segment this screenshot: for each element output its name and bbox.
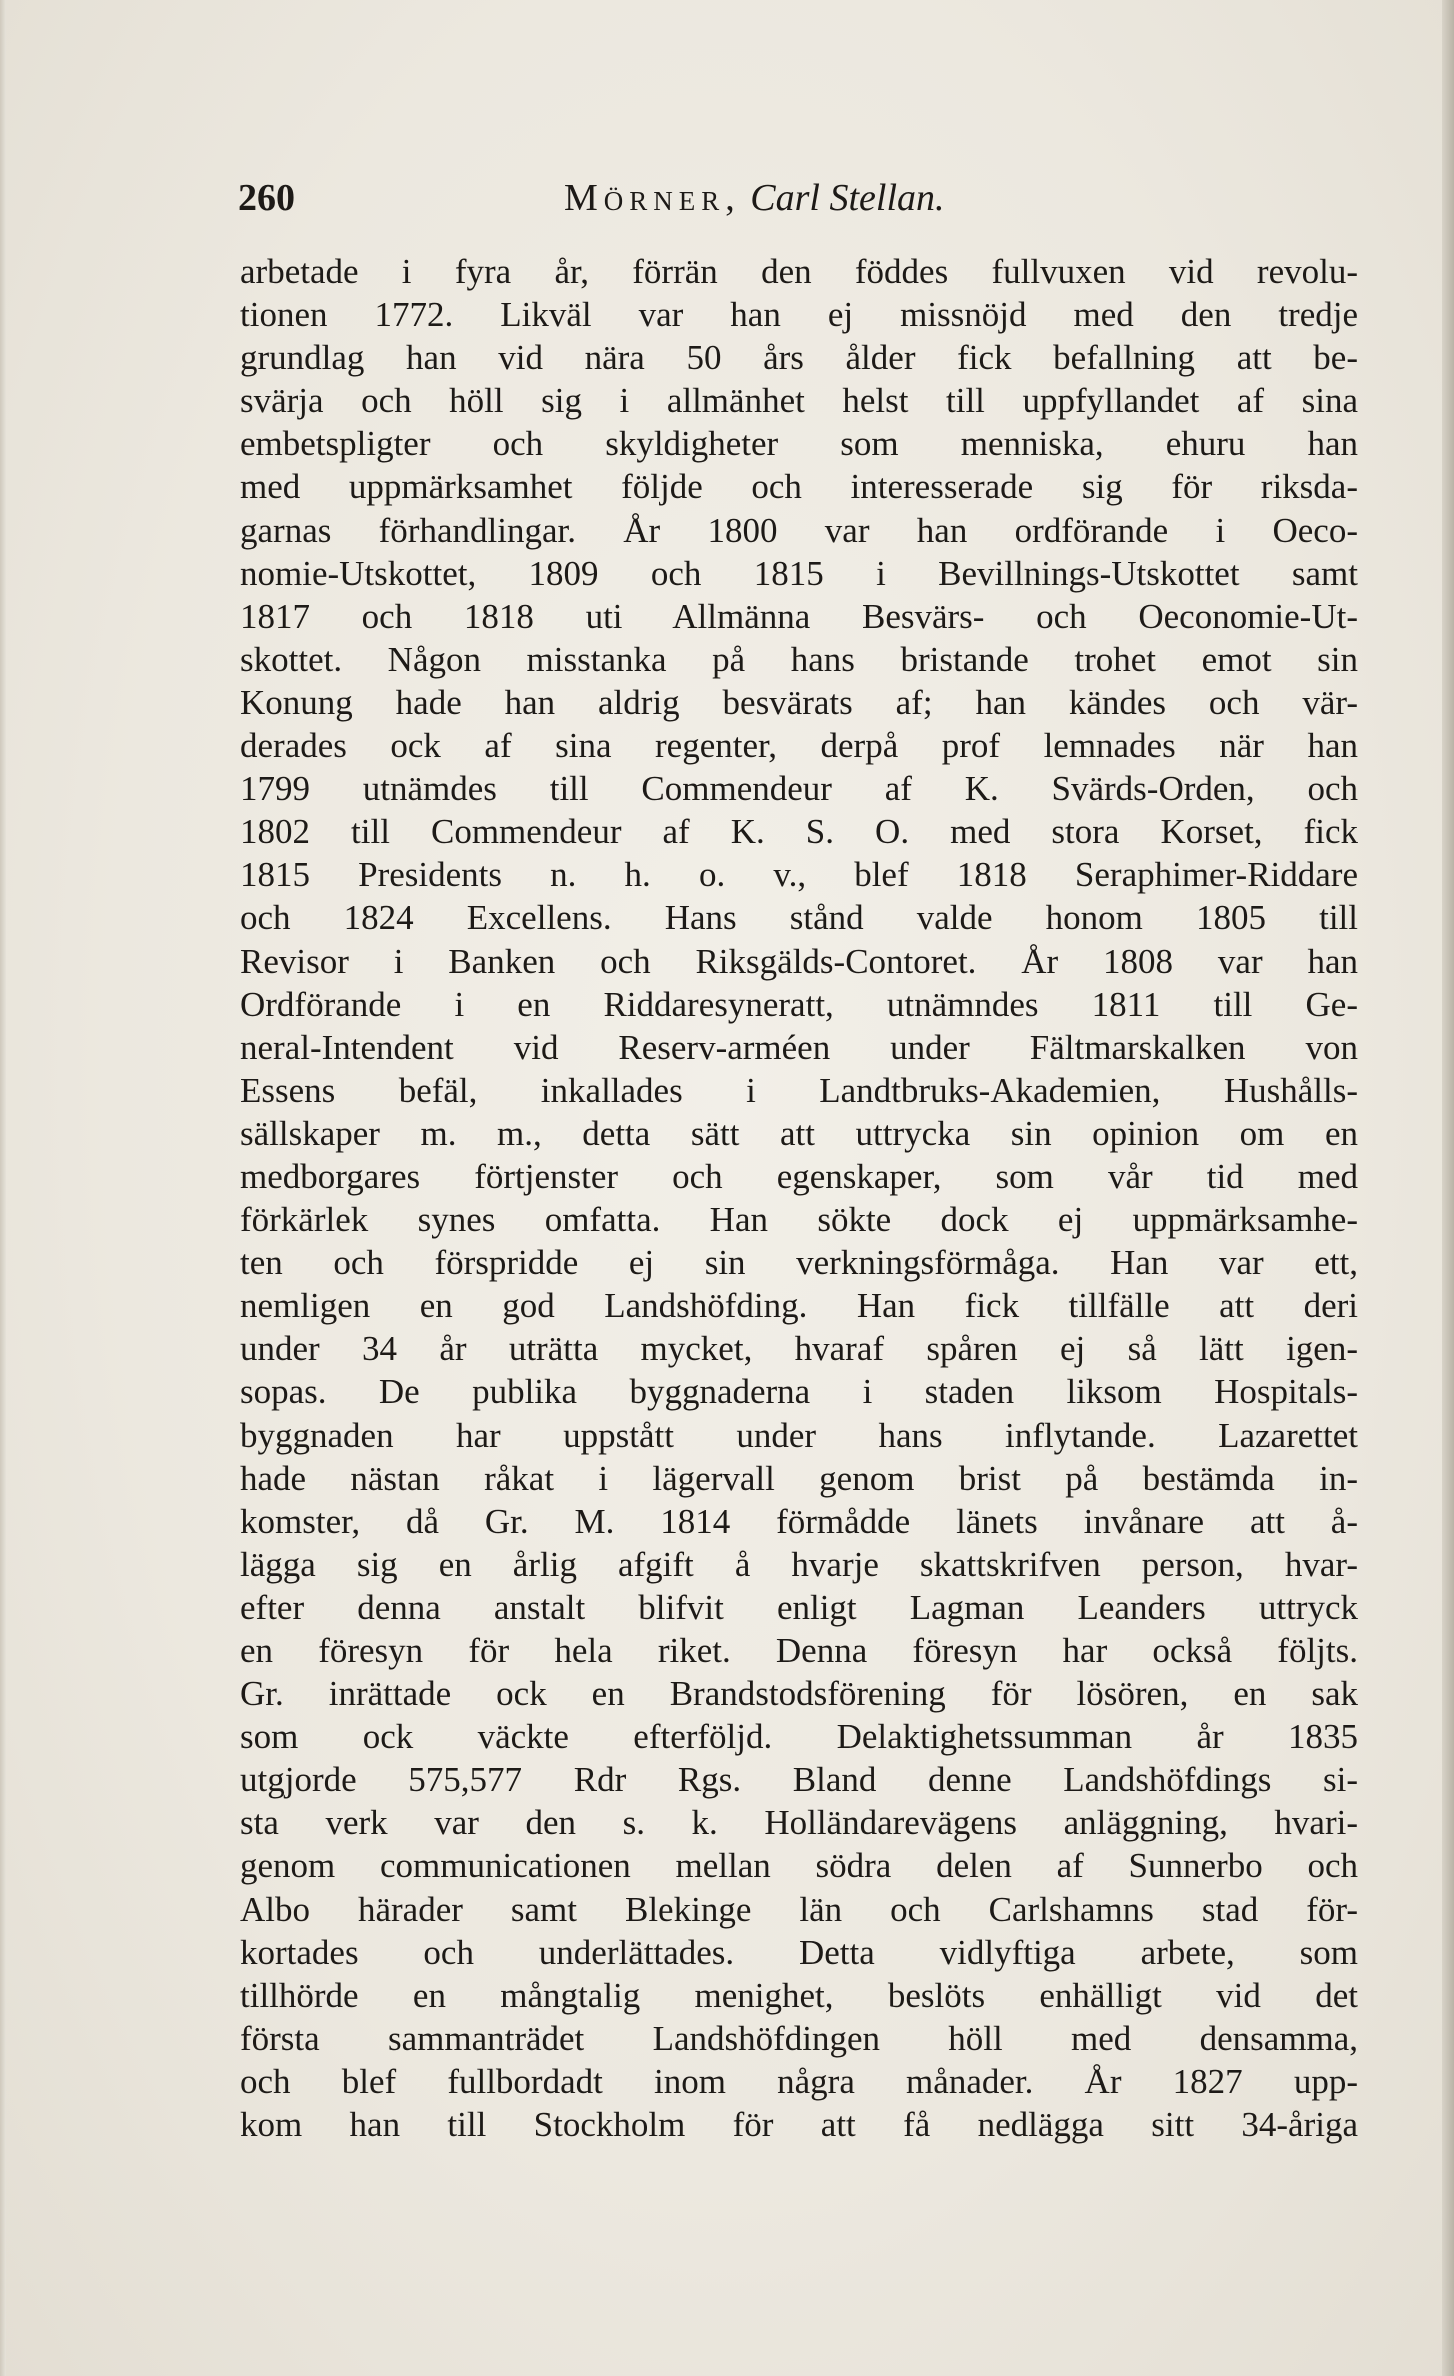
text-line: och 1824 Excellens. Hans stånd valde honom 1805 till	[240, 898, 1358, 938]
text-line: derades ock af sina regenter, derpå prof lemnades när han	[240, 726, 1358, 766]
text-line: under 34 år uträtta mycket, hvaraf spåren ej så lätt igen-	[240, 1329, 1358, 1369]
text-line: byggnaden har uppstått under hans inflytande. Lazarettet	[240, 1415, 1358, 1455]
page-right-edge	[1442, 0, 1454, 2376]
running-head	[564, 172, 945, 224]
text-line: efter denna anstalt blifvit enligt Lagman Leanders uttryck	[240, 1587, 1358, 1627]
text-line: lägga sig en årlig afgift å hvarje skattskrifven person, hvar-	[240, 1544, 1358, 1584]
text-line: tillhörde en mångtalig menighet, beslöts enhälligt vid det	[240, 1975, 1358, 2015]
text-line: sopas. De publika byggnaderna i staden liksom Hospitals-	[240, 1372, 1358, 1412]
running-head-given-name: Carl Stellan.	[750, 177, 945, 219]
text-line: kortades och underlättades. Detta vidlyftiga arbete, som	[240, 1932, 1358, 1972]
text-line: kom han till Stockholm för att få nedlägga sitt 34-åriga	[240, 2105, 1358, 2145]
text-line: nomie-Utskottet, 1809 och 1815 i Bevillnings-Utskottet samt	[240, 553, 1358, 593]
text-line: och blef fullbordadt inom några månader. År 1827 upp-	[240, 2061, 1358, 2101]
text-line: arbetade i fyra år, förrän den föddes fullvuxen vid revolu-	[240, 252, 1358, 291]
text-line: Essens befäl, inkallades i Landtbruks-Akademien, Hushålls-	[240, 1070, 1358, 1110]
text-line: 1817 och 1818 uti Allmänna Besvärs- och Oeconomie-Ut-	[240, 596, 1358, 636]
text-line: nemligen en god Landshöfding. Han fick tillfälle att deri	[240, 1286, 1358, 1326]
text-line: skottet. Någon misstanka på hans bristande trohet emot sin	[240, 639, 1358, 679]
text-line: neral-Intendent vid Reserv-arméen under Fältmarskalken von	[240, 1027, 1358, 1067]
text-line: med uppmärksamhet följde och interesserade sig för riksda-	[240, 467, 1358, 507]
text-line: ten och förspridde ej sin verkningsförmåga. Han var ett,	[240, 1243, 1358, 1283]
text-line: Gr. inrättade ock en Brandstodsförening för lösören, en sak	[240, 1674, 1358, 1714]
text-line: utgjorde 575,577 Rdr Rgs. Bland denne Landshöfdings si-	[240, 1760, 1358, 1800]
text-line: 1799 utnämdes till Commendeur af K. Svärds-Orden, och	[240, 769, 1358, 809]
text-line: 1802 till Commendeur af K. S. O. med stora Korset, fick	[240, 812, 1358, 852]
text-line: sta verk var den s. k. Holländarevägens anläggning, hvari-	[240, 1803, 1358, 1843]
text-line: svärja och höll sig i allmänhet helst till uppfyllandet af sina	[240, 381, 1358, 421]
body-text	[240, 250, 1358, 2146]
text-line: som ock väckte efterföljd. Delaktighetssumman år 1835	[240, 1717, 1358, 1757]
running-head-surname: Mörner,	[564, 177, 741, 219]
page-header	[238, 172, 1358, 224]
page-number: 260	[238, 177, 295, 219]
text-line: 1815 Presidents n. h. o. v., blef 1818 Seraphimer-Riddare	[240, 855, 1358, 895]
text-line: medborgares förtjenster och egenskaper, som vår tid med	[240, 1156, 1358, 1196]
text-line: komster, då Gr. M. 1814 förmådde länets invånare att å-	[240, 1501, 1358, 1541]
text-line: Ordförande i en Riddaresyneratt, utnämndes 1811 till Ge-	[240, 984, 1358, 1024]
text-line: förkärlek synes omfatta. Han sökte dock ej uppmärksamhe-	[240, 1200, 1358, 1240]
text-line: garnas förhandlingar. År 1800 var han ordförande i Oeco-	[240, 510, 1358, 550]
text-line: en föresyn för hela riket. Denna föresyn har också följts.	[240, 1631, 1358, 1670]
text-line: sällskaper m. m., detta sätt att uttrycka sin opinion om en	[240, 1113, 1358, 1153]
text-line: Albo härader samt Blekinge län och Carlshamns stad för-	[240, 1889, 1358, 1929]
text-line: hade nästan råkat i lägervall genom brist på bestämda in-	[240, 1458, 1358, 1498]
text-line: Konung hade han aldrig besvärats af; han kändes och vär-	[240, 682, 1358, 722]
text-line: embetspligter och skyldigheter som menniska, ehuru han	[240, 424, 1358, 464]
text-line: tionen 1772. Likväl var han ej missnöjd med den tredje	[240, 295, 1358, 335]
text-line: genom communicationen mellan södra delen af Sunnerbo och	[240, 1846, 1358, 1886]
text-line: grundlag han vid nära 50 års ålder fick befallning att be-	[240, 338, 1358, 378]
text-line: första sammanträdet Landshöfdingen höll med densamma,	[240, 2018, 1358, 2058]
page-left-edge	[0, 0, 6, 2376]
text-line: Revisor i Banken och Riksgälds-Contoret. År 1808 var han	[240, 941, 1358, 981]
